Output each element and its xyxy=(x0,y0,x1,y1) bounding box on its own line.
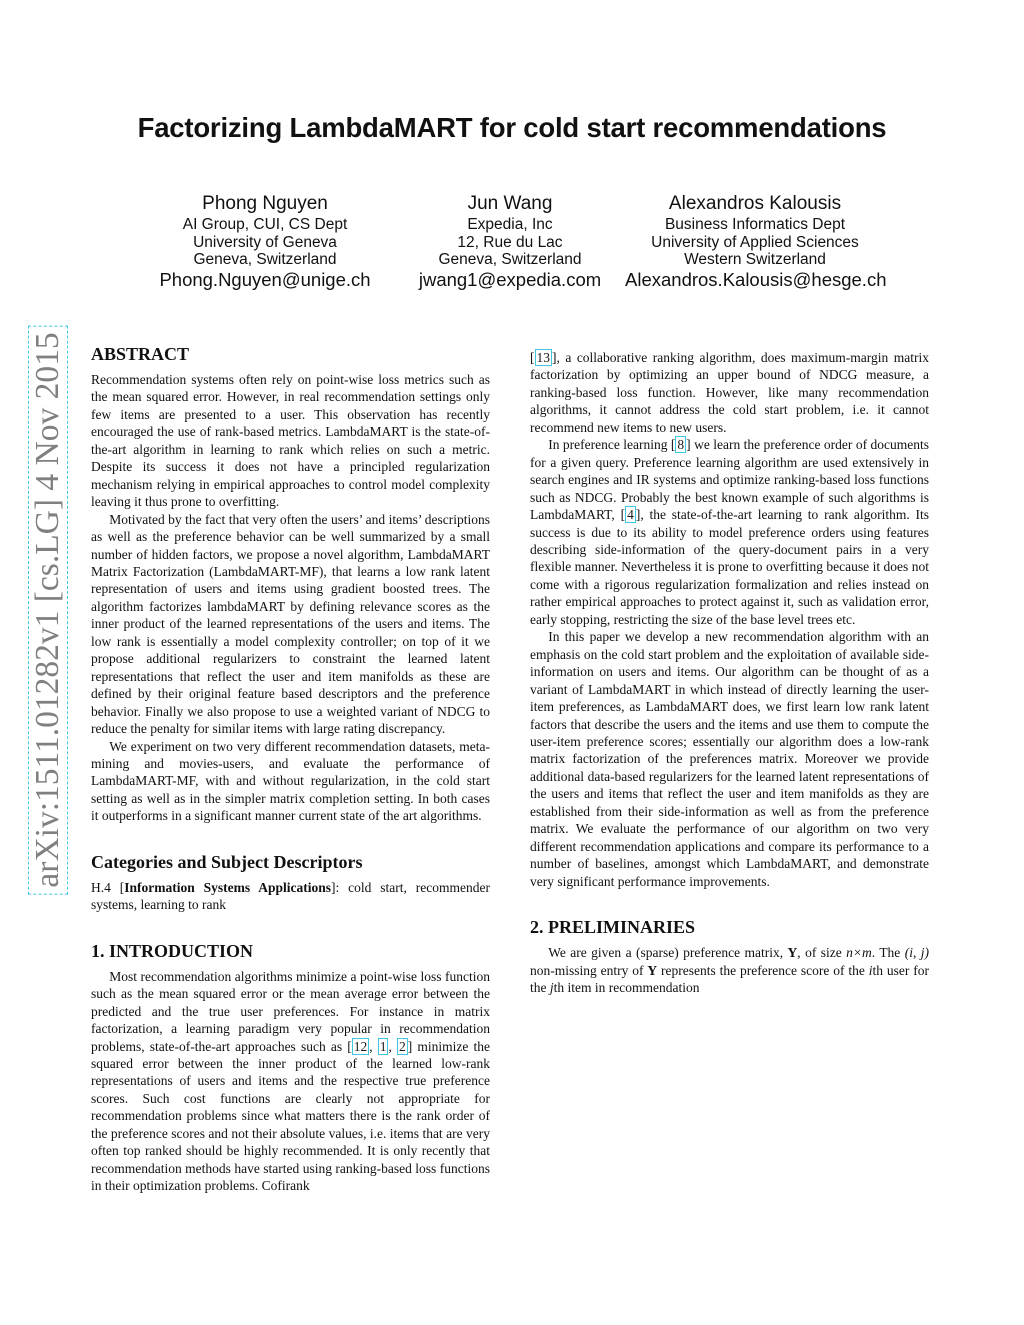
citation-link[interactable]: 13 xyxy=(536,350,550,365)
author-affiliation: University of Applied Sciences xyxy=(651,233,859,251)
introduction-paragraph: In preference learning [ 8 ] we learn the preference order of documents for a given query. Preference learning algorithm are used extensively in search engines and IR systems and optimize ranking-based loss functions such as NDCG. Probably the best known example of such algorithms is LambdaMART, [ 4 ], the state-of-the-art learning to rank algorithm. Its success is due to its ability to model preference orders using features describing side-information of the query-document pairs in a very flexible manner. Nevertheless it is prone to overfitting because it does not come with a rigorous regularization formalization and relies instead on rather empirical approaches to protect against it, such as validation error, early stopping, restricting the size of the base level trees etc. xyxy=(530,437,930,627)
preliminaries-heading: 2. PRELIMINARIES xyxy=(530,917,696,938)
author-block-1 xyxy=(140,192,390,291)
author-name: Jun Wang xyxy=(467,193,553,214)
preliminaries-paragraph: We are given a (sparse) preference matrix, Y, of size n×m. The (i, j) non-missing entry of Y represents the preference score of the ith user for the jth item in recommendation xyxy=(530,945,930,995)
citation-link[interactable]: 1 xyxy=(379,1038,387,1054)
author-affiliation: Geneva, Switzerland xyxy=(193,251,337,268)
author-affiliation: Expedia, Inc xyxy=(467,216,553,233)
author-affiliation: 12, Rue du Lac xyxy=(457,233,563,251)
author-block-3 xyxy=(625,192,885,291)
author-email: Phong.Nguyen@unige.ch xyxy=(159,268,371,290)
citation-link[interactable]: 12 xyxy=(353,1038,368,1054)
math-index: i xyxy=(868,962,873,978)
author-affiliation: Business Informatics Dept xyxy=(664,216,846,233)
author-affiliation: Geneva, Switzerland xyxy=(438,251,582,268)
introduction-heading: 1. INTRODUCTION xyxy=(91,940,254,961)
paper-title: Factorizing LambdaMART for cold start recommendations xyxy=(137,112,887,143)
matrix-symbol: Y xyxy=(787,945,798,961)
arxiv-identifier-link[interactable]: arXiv:1511.01282v1 [cs.LG] 4 Nov 2015 xyxy=(28,325,68,894)
categories-text: H.4 [Information Systems Applications]: cold start, recommender systems, learning to rank xyxy=(91,879,490,913)
author-name: Phong Nguyen xyxy=(202,193,328,214)
author-email: jwang1@expedia.com xyxy=(418,268,602,290)
citation-link[interactable]: 2 xyxy=(399,1038,406,1054)
citation-link[interactable]: 8 xyxy=(677,437,685,453)
abstract-paragraph: We experiment on two very different recommendation datasets, meta-mining and movies-users, and evaluate the performance of LambdaMART-MF, with and without regularization, in the cold start setting as well as in the simpler matrix completion setting. In both cases it outperforms in a significant manner current state of the art algorithms. xyxy=(91,738,490,824)
introduction-paragraph: Most recommendation algorithms minimize a point-wise loss function such as the mean squared error or the mean average error between the predicted and the true user preferences. For instance in matrix factorization, a learning paradigm very popular in recommendation problems, state-of-the-art approaches such as [ 12 , 1 , 2 ] minimize the squared error between the inner product of the learned low-rank representations of users and items and the respective true preference scores. Such cost functions are clearly not appropriate for recommendation problems since what matters there is the rank order of the preference scores and not their absolute values, i.e. items that are very often top ranked should be highly recommended. It is only recently that recommendation methods have started using ranking-based loss functions in their optimization problems. Cofirank xyxy=(91,968,491,1194)
left-column xyxy=(91,343,490,1195)
author-name: Alexandros Kalousis xyxy=(668,193,842,214)
categories-heading: Categories and Subject Descriptors xyxy=(91,851,363,872)
abstract-paragraph: Motivated by the fact that very often the users’ and items’ descriptions as well as the preference behavior can be well summarized by a small number of hidden factors, we propose a novel algorithm, LambdaMART Matrix Factorization (LambdaMART-MF), that learns a low rank latent representation of users and items using gradient boosted trees. The algorithm factorizes lambdaMART by defining relevance scores as the inner product of the learned representations of the users and items. The low rank is essentially a model complexity controller; on top of it we propose additional regularizers to constraint the learned latent representations that reflect the user and item manifolds as these are defined by their original feature based descriptors and the preference behavior. Finally we also propose to use a weighted variant of NDCG to reduce the penalty for similar items with large rating discrepancy. xyxy=(91,511,490,737)
matrix-symbol: Y xyxy=(647,962,658,978)
author-email: Alexandros.Kalousis@hesge.ch xyxy=(625,268,887,290)
introduction-paragraph-continued: [ 13 ], a collaborative ranking algorithm, does maximum-margin matrix factorization by optimizing an upper bound of NDCG measure, a ranking-based loss function. However, like many recommendation algorithms, it cannot address the cold start problem, i.e. it cannot recommend new items to new users. xyxy=(530,350,929,435)
category-name: Information Systems Applications xyxy=(124,879,332,895)
author-block-2 xyxy=(400,192,620,291)
right-column xyxy=(530,349,929,996)
citation-link[interactable]: 4 xyxy=(627,507,634,523)
author-affiliation: University of Geneva xyxy=(193,233,337,251)
abstract-paragraph: Recommendation systems often rely on point-wise loss metrics such as the mean squared error. However, in real recommendation settings only few items are presented to a user. This observation has recently encouraged the use of rank-based metrics. LambdaMART is the state-of-the-art algorithm in learning to rank which relies on such a metric. Despite its success it does not have a principled regularization mechanism relying in empirical approaches to control model complexity leaving it thus prone to overfitting. xyxy=(91,372,490,510)
math-size: n×m xyxy=(846,945,872,961)
introduction-paragraph: In this paper we develop a new recommendation algorithm with an emphasis on the cold start problem and the exploitation of available side-information on users and items. Our algorithm can be thought of as a variant of LambdaMART in which instead of directly learning the user-item preferences, as LambdaMART does, we first learn low rank latent factors that describe the users and the items and use them to compute the user-item preference scores; essentially our algorithm does a low-rank matrix factorization of the preferences matrix. Moreover we provide additional data-based regularizers for the learned latent representations of the users and items that reflect the user and item manifolds as they are established from their side-information as well as from the preference matrix. We evaluate the performance of our algorithm on two very different recommendation applications and compare its performance to a number of baselines, amongst which LambdaMART, and demonstrate very significant performance improvements. xyxy=(530,629,929,889)
author-affiliation: AI Group, CUI, CS Dept xyxy=(182,216,348,233)
author-affiliation: Western Switzerland xyxy=(684,251,826,268)
math-index: (i, j) xyxy=(904,945,930,961)
math-index: j xyxy=(549,979,554,995)
abstract-heading: ABSTRACT xyxy=(91,344,190,364)
